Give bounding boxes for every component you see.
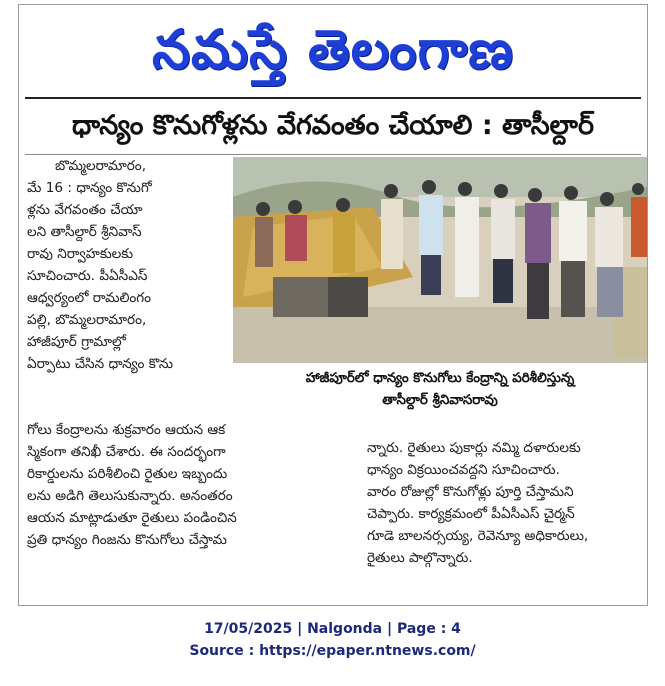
caption-line: తాసీల్దార్ శ్రీనివాసరావు	[382, 393, 498, 408]
article-photo	[233, 157, 647, 363]
text-line: పల్లి, బొమ్మలరామారం,	[27, 312, 147, 328]
text-line: మే 16 : ధాన్యం కొనుగో	[27, 180, 152, 196]
text-line: రికార్డులను పరిశీలించి రైతుల ఇబ్బందు	[27, 466, 228, 482]
article-column-right	[367, 437, 642, 569]
article-column-left	[27, 155, 229, 375]
text-line: ఏర్పాటు చేసిన ధాన్యం కొను	[27, 356, 174, 372]
article-column-bottom-left	[27, 419, 359, 551]
text-line: చెప్పారు. కార్యక్రమంలో పీఏసీఎస్ చైర్మన్	[367, 506, 575, 522]
text-line: బొమ్మలరామారం,	[55, 158, 147, 174]
newspaper-clipping	[18, 4, 648, 606]
text-line: గూడె బాలనర్సయ్య, రెవెన్యూ అధికారులు,	[367, 528, 589, 544]
text-line: గోలు కేంద్రాలను శుక్రవారం ఆయన ఆక	[27, 422, 226, 438]
text-line: ఆయన మాట్లాడుతూ రైతులు పండించిన	[27, 510, 237, 526]
text-line: వారం రోజుల్లో కొనుగోళ్లు పూర్తి చేస్తామని	[367, 484, 574, 500]
publication-info: 17/05/2025 | Nalgonda | Page : 4	[204, 621, 461, 637]
text-line: ప్రతి ధాన్యం గింజను కొనుగోలు చేస్తామ	[27, 532, 227, 548]
text-line: ళ్లను వేగవంతం చేయా	[27, 202, 143, 218]
text-line: న్నారు. రైతులు పుకార్లు నమ్మి దళారులకు	[367, 440, 581, 456]
text-line: లని తాసీల్దార్ శ్రీనివాస్	[27, 224, 142, 240]
photo-illustration	[233, 157, 647, 363]
text-line: ధాన్యం విక్రయించవద్దని సూచించారు.	[367, 462, 560, 478]
text-line: ఆధ్వర్యంలో రామలింగం	[27, 290, 152, 306]
text-line: స్మికంగా తనిఖీ చేశారు. ఈ సందర్భంగా	[27, 444, 226, 460]
article-headline: ధాన్యం కొనుగోళ్లను వేగవంతం చేయాలి : తాసీల్దార్	[72, 110, 594, 141]
text-line: హాజీపూర్ గ్రామాల్లో	[27, 334, 126, 350]
masthead-divider	[25, 97, 641, 99]
source-link[interactable]: Source : https://epaper.ntnews.com/	[189, 643, 476, 659]
masthead-logo: నమస్తే తెలంగాణ	[152, 18, 514, 81]
photo-caption	[233, 365, 647, 422]
text-line: సూచించారు. పీఏసీఎస్	[27, 268, 148, 284]
text-line: రావు నిర్వాహకులకు	[27, 246, 134, 262]
page-footer	[0, 618, 665, 662]
caption-line: హాజీపూర్‌లో ధాన్యం కొనుగోలు కేంద్రాన్ని పరిశీలిస్తున్న	[305, 371, 575, 386]
text-line: లను అడిగి తెలుసుకున్నారు. అనంతరం	[27, 488, 233, 504]
text-line: రైతులు పాల్గొన్నారు.	[367, 550, 473, 566]
